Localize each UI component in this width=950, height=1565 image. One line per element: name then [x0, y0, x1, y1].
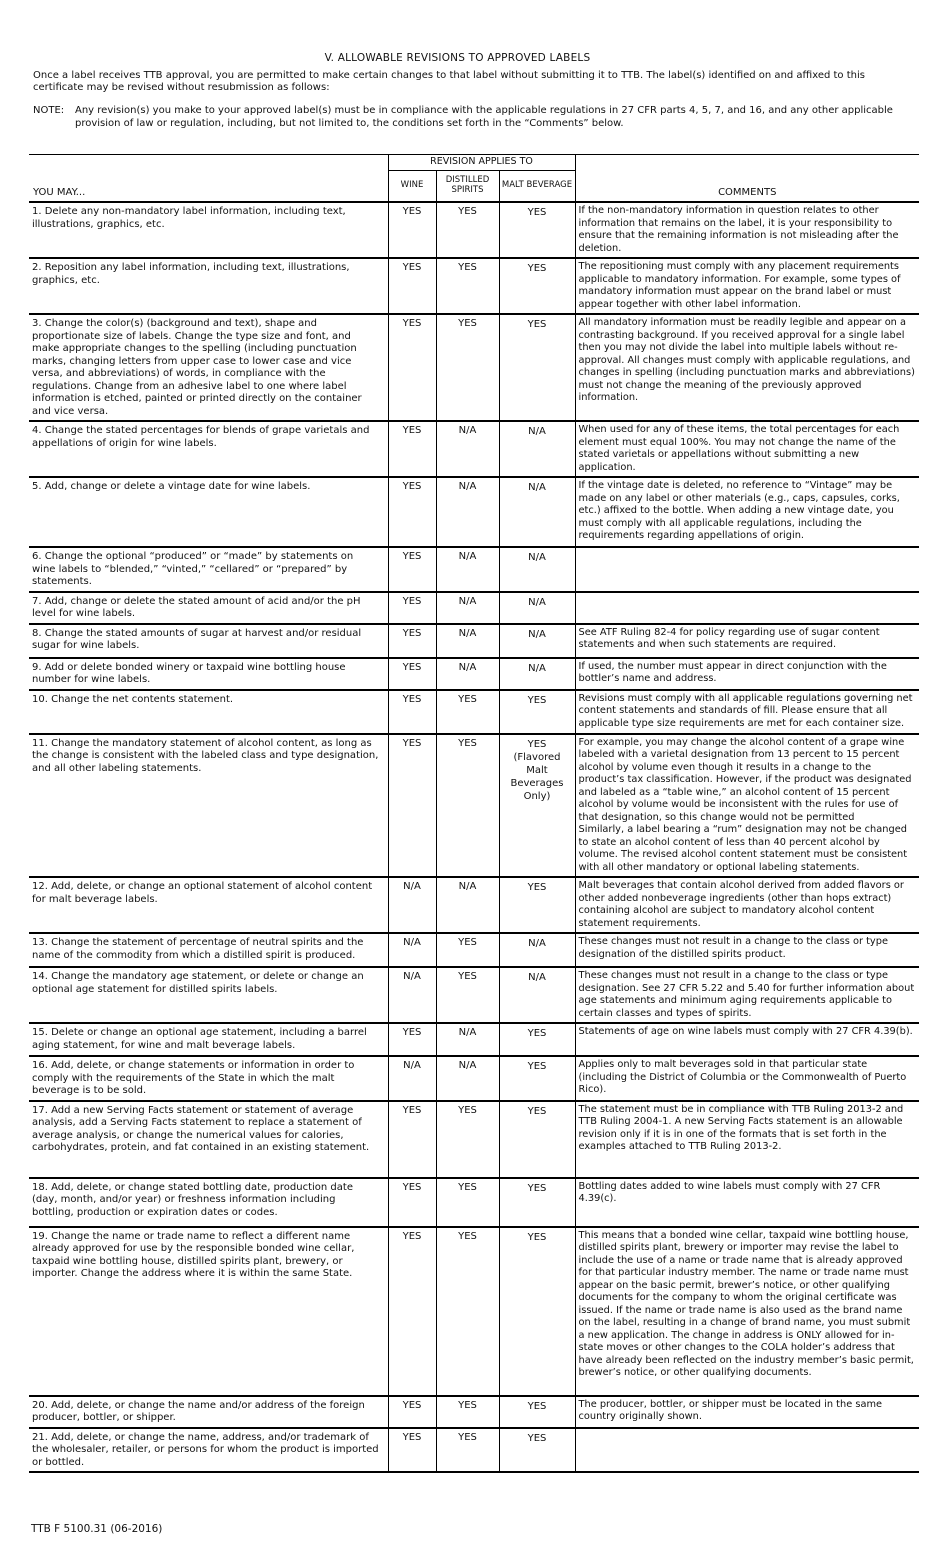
row-distilled: N/A [436, 421, 499, 477]
row-wine: YES [388, 258, 436, 314]
row-malt: N/A [499, 421, 575, 477]
row-number: 12. [32, 881, 48, 892]
row-comment: These changes must not result in a change to the class or type designation. See 27 CFR 5.22 and 5.40 for further information about age statements and minimum aging requirements applicable to certain classes and types of spirits. [575, 967, 919, 1023]
row-malt: N/A [499, 658, 575, 690]
row-distilled: N/A [436, 592, 499, 624]
row-distilled: YES [436, 1428, 499, 1473]
row-wine: YES [388, 1227, 436, 1396]
row-number: 8. [32, 627, 42, 639]
row-item [29, 1178, 388, 1227]
table-row [29, 202, 919, 258]
row-distilled: YES [436, 933, 499, 967]
row-item [29, 1428, 388, 1473]
row-text: Change the stated amounts of sugar at harvest and/or residual sugar for wine labels. [32, 627, 362, 651]
row-number: 16. [32, 1060, 48, 1071]
row-malt: N/A [499, 477, 575, 547]
row-number: 1. [32, 206, 42, 217]
table-row [29, 734, 919, 878]
row-malt: N/A [499, 933, 575, 967]
row-item [29, 547, 388, 592]
row-wine: YES [388, 734, 436, 878]
revision-applies-header: REVISION APPLIES TO [388, 155, 575, 171]
row-comment: The producer, bottler, or shipper must be located in the same country originally shown. [575, 1396, 919, 1428]
row-wine: YES [388, 592, 436, 624]
row-malt: N/A [499, 547, 575, 592]
table-row [29, 258, 919, 314]
row-malt: N/A [499, 967, 575, 1023]
row-malt: YES [499, 1396, 575, 1428]
row-number: 14. [32, 971, 48, 982]
table-row [29, 877, 919, 933]
row-wine: N/A [388, 1056, 436, 1101]
table-row [29, 1396, 919, 1428]
row-comment: Bottling dates added to wine labels must comply with 27 CFR 4.39(c). [575, 1178, 919, 1227]
row-number: 11. [32, 737, 48, 749]
note-line-1: Any revision(s) you make to your approved label(s) must be in compliance with the applicable regulations in 27 CFR parts 4, 5, 7, and 16, and any other applicable [75, 105, 893, 116]
row-text: Add or delete bonded winery or taxpaid wine bottling house number for wine labels. [32, 661, 346, 685]
row-number: 5. [32, 481, 42, 492]
row-text: Change the stated percentages for blends of grape varietals and appellations of origin for wine labels. [32, 425, 370, 449]
row-text: Add a new Serving Facts statement or statement of average analysis, add a Serving Facts statement to replace a statement of average analysis, or change the numerical values for calories, carbohydrates, protein, and fat contained in an existing statement. [32, 1104, 370, 1153]
row-text: Delete any non-mandatory label information, including text, illustrations, graphics, etc. [32, 206, 346, 230]
row-wine: YES [388, 1428, 436, 1473]
row-number: 6. [32, 551, 42, 562]
table-row [29, 421, 919, 477]
table-row [29, 1023, 919, 1056]
row-comment: See ATF Ruling 82-4 for policy regarding use of sugar content statements and when such statements are required. [575, 624, 919, 658]
row-wine: YES [388, 1178, 436, 1227]
row-text: Add, change or delete a vintage date for wine labels. [44, 481, 311, 492]
row-wine: N/A [388, 967, 436, 1023]
row-comment: Applies only to malt beverages sold in that particular state (including the District of Columbia or the Commonwealth of Puerto Rico). [575, 1056, 919, 1101]
col-wine-header: WINE [388, 171, 436, 203]
table-row [29, 1056, 919, 1101]
row-text: Add, delete, or change the name and/or address of the foreign producer, bottler, or shipper. [32, 1399, 365, 1423]
row-comment: All mandatory information must be readily legible and appear on a contrasting background. If you received approval for a single label then you may not divide the label into multiple labels without re-approval. All changes must comply with applicable regulations, and changes in spelling (including punctuation marks and abbreviations) must not change the meaning of the previously approved information. [575, 314, 919, 421]
row-number: 19. [32, 1230, 48, 1242]
row-malt: YES [499, 258, 575, 314]
row-text: Change the statement of percentage of neutral spirits and the name of the commodity from which a distilled spirit is produced. [32, 937, 364, 961]
revisions-table [29, 154, 919, 1473]
row-number: 18. [32, 1181, 48, 1193]
row-number: 9. [32, 661, 42, 673]
row-comment: This means that a bonded wine cellar, taxpaid wine bottling house, distilled spirits plant, brewery or importer may revise the label to include the use of a name or trade name that is already approved for that particular industry member. The name or trade name must appear on the basic permit, brewer’s notice, or other qualifying documents for the company to whom the original certificate was issued. If the name or trade name is also used as the brand name on the label, resulting in a change of brand name, you must submit a new application. The change in address is ONLY allowed for in-state moves or other changes to the COLA holder’s address that have already been reflected on the industry member’s basic permit, brewer’s notice, or other qualifying documents. [575, 1227, 919, 1396]
row-item [29, 1227, 388, 1396]
table-row [29, 658, 919, 690]
table-row [29, 1101, 919, 1178]
row-item [29, 1396, 388, 1428]
row-item [29, 877, 388, 933]
row-item [29, 658, 388, 690]
row-item [29, 592, 388, 624]
row-malt: YES [499, 1178, 575, 1227]
row-text: Add, delete, or change an optional statement of alcohol content for malt beverage labels. [32, 881, 373, 905]
row-item [29, 477, 388, 547]
table-row [29, 592, 919, 624]
row-item [29, 624, 388, 658]
row-number: 20. [32, 1399, 48, 1411]
row-comment: The statement must be in compliance with TTB Ruling 2013-2 and TTB Ruling 2004-1. A new Serving Facts statement is an allowable revision only if it is in one of the formats that is set forth in the examples attached to TTB Ruling 2013-2. [575, 1101, 919, 1178]
page-title: V. ALLOWABLE REVISIONS TO APPROVED LABELS [324, 52, 591, 64]
row-item [29, 1056, 388, 1101]
row-distilled: YES [436, 1396, 499, 1428]
row-number: 4. [32, 425, 42, 436]
row-comment [575, 592, 919, 624]
row-wine: N/A [388, 877, 436, 933]
table-row [29, 967, 919, 1023]
row-comment: For example, you may change the alcohol content of a grape wine labeled with a varietal designation from 13 percent to 15 percent alcohol by volume even though it results in a change to the product’s tax classification. However, if the product was designated and labeled as a “table wine,” an alcohol content of 15 percent alcohol by volume would be inconsistent with the rules for use of that designation, so this change would not be permitted Similarly, a label bearing a “rum” designation may not be changed to state an alcohol content of less than 40 percent alcohol by volume. The revised alcohol content statement must be consistent with all other mandatory or optional labeling statements. [575, 734, 919, 878]
row-wine: YES [388, 477, 436, 547]
row-malt: YES (Flavored Malt Beverages Only) [499, 734, 575, 878]
row-number: 21. [32, 1431, 48, 1443]
row-malt: YES [499, 1101, 575, 1178]
comments-header: COMMENTS [575, 155, 919, 203]
row-item [29, 1023, 388, 1056]
row-distilled: YES [436, 1101, 499, 1178]
row-wine: YES [388, 1023, 436, 1056]
row-item [29, 933, 388, 967]
table-row [29, 547, 919, 592]
row-distilled: YES [436, 967, 499, 1023]
row-text: Add, delete, or change statements or information in order to comply with the requirements of the State in which the malt beverage is to be sold. [32, 1060, 355, 1096]
row-distilled: YES [436, 690, 499, 734]
row-wine: YES [388, 624, 436, 658]
row-wine: YES [388, 690, 436, 734]
row-wine: YES [388, 658, 436, 690]
row-distilled: YES [436, 202, 499, 258]
row-comment: These changes must not result in a change to the class or type designation of the distilled spirits product. [575, 933, 919, 967]
row-text: Change the optional “produced” or “made” by statements on wine labels to “blended,” “vinted,” “cellared” or “prepared” by statements. [32, 551, 354, 587]
row-malt: N/A [499, 624, 575, 658]
row-malt: YES [499, 1023, 575, 1056]
table-row [29, 477, 919, 547]
row-item [29, 967, 388, 1023]
row-distilled: N/A [436, 624, 499, 658]
row-comment: If the vintage date is deleted, no reference to “Vintage” may be made on any label or other materials (e.g., caps, capsules, corks, etc.) affixed to the bottle. When adding a new vintage date, you must comply with all applicable regulations, including the requirements regarding appellations of origin. [575, 477, 919, 547]
row-wine: N/A [388, 933, 436, 967]
row-wine: YES [388, 547, 436, 592]
row-comment: Malt beverages that contain alcohol derived from added flavors or other added nonbeverage ingredients (other than hops extract) containing alcohol are subject to mandatory alcohol content statement requirements. [575, 877, 919, 933]
row-item [29, 1101, 388, 1178]
row-wine: YES [388, 421, 436, 477]
row-text: Add, change or delete the stated amount of acid and/or the pH level for wine labels. [32, 595, 361, 619]
row-item [29, 202, 388, 258]
row-distilled: N/A [436, 658, 499, 690]
row-item [29, 314, 388, 421]
col-distilled-header: DISTILLED SPIRITS [436, 171, 499, 203]
row-distilled: YES [436, 314, 499, 421]
row-text: Change the mandatory statement of alcohol content, as long as the change is consistent with the labeled class and type designation, and all other labeling statements. [32, 737, 379, 774]
row-distilled: YES [436, 734, 499, 878]
row-wine: YES [388, 314, 436, 421]
row-text: Change the net contents statement. [51, 693, 234, 705]
intro-paragraph: Once a label receives TTB approval, you are permitted to make certain changes to that label without submitting it to TTB. The label(s) identified on and affixed to this certificate may be revised without resubmission as follows: [33, 70, 865, 93]
row-distilled: N/A [436, 877, 499, 933]
row-distilled: N/A [436, 1056, 499, 1101]
row-number: 17. [32, 1104, 48, 1116]
row-comment [575, 1428, 919, 1473]
table-row [29, 624, 919, 658]
form-number: TTB F 5100.31 (06-2016) [31, 1523, 163, 1535]
col-malt-header: MALT BEVERAGE [499, 171, 575, 203]
row-text: Change the name or trade name to reflect a different name already approved for use by the responsible bonded wine cellar, taxpaid wine bottling house, distilled spirits plant, brewery, or importer. Change the address where it is within the same State. [32, 1230, 355, 1279]
note-paragraph [33, 104, 913, 130]
row-text: Change the mandatory age statement, or delete or change an optional age statement for distilled spirits labels. [32, 971, 364, 995]
row-item [29, 421, 388, 477]
row-malt: YES [499, 314, 575, 421]
table-row [29, 1428, 919, 1473]
row-distilled: YES [436, 1227, 499, 1396]
row-malt: YES [499, 877, 575, 933]
row-number: 3. [32, 318, 42, 329]
row-text: Add, delete, or change stated bottling date, production date (day, month, and/or year) or freshness information including bottling, production or expiration dates or codes. [32, 1181, 353, 1218]
row-malt: YES [499, 1227, 575, 1396]
row-number: 2. [32, 262, 42, 273]
row-comment: Revisions must comply with all applicable regulations governing net content statements and standards of fill. Please ensure that all applicable type size requirements are met for each container size. [575, 690, 919, 734]
row-distilled: YES [436, 258, 499, 314]
row-comment: When used for any of these items, the total percentages for each element must equal 100%. You may not change the name of the stated varietals or appellations without submitting a new application. [575, 421, 919, 477]
row-distilled: YES [436, 1178, 499, 1227]
row-item [29, 258, 388, 314]
row-comment [575, 547, 919, 592]
row-malt: N/A [499, 592, 575, 624]
row-wine: YES [388, 1101, 436, 1178]
row-comment: Statements of age on wine labels must comply with 27 CFR 4.39(b). [575, 1023, 919, 1056]
row-item [29, 734, 388, 878]
table-row [29, 314, 919, 421]
row-distilled: N/A [436, 547, 499, 592]
row-malt: YES [499, 1056, 575, 1101]
row-text: Reposition any label information, including text, illustrations, graphics, etc. [32, 262, 350, 286]
row-item [29, 690, 388, 734]
row-comment: If used, the number must appear in direct conjunction with the bottler’s name and address. [575, 658, 919, 690]
note-line-2: provision of law or regulation, including, but not limited to, the conditions set forth in the “Comments” below. [75, 118, 624, 129]
row-malt: YES [499, 202, 575, 258]
table-row [29, 933, 919, 967]
row-number: 15. [32, 1027, 48, 1038]
row-distilled: N/A [436, 1023, 499, 1056]
you-may-header: YOU MAY... [29, 155, 388, 203]
row-wine: YES [388, 202, 436, 258]
row-comment: The repositioning must comply with any placement requirements applicable to mandatory information. For example, some types of mandatory information must appear on the brand label or must appear together with other label information. [575, 258, 919, 314]
row-wine: YES [388, 1396, 436, 1428]
row-number: 7. [32, 595, 42, 607]
row-malt: YES [499, 1428, 575, 1473]
row-number: 10. [32, 693, 48, 705]
table-row [29, 1178, 919, 1227]
row-distilled: N/A [436, 477, 499, 547]
row-text: Change the color(s) (background and text), shape and proportionate size of labels. Change the type size and font, and make appropriate changes to the spelling (including punctuation marks, changing letters from upper case to lower case and vice versa, and abbreviations) of words, in compliance with the regulations. Change from an adhesive label to one where label information is etched, painted or printed directly on the container and vice versa. [32, 318, 362, 417]
row-comment: If the non-mandatory information in question relates to other information that remains on the label, it is your responsibility to ensure that the remaining information is not misleading after the deletion. [575, 202, 919, 258]
table-row [29, 1227, 919, 1396]
note-label: NOTE: [33, 105, 65, 116]
table-row [29, 690, 919, 734]
row-text: Delete or change an optional age statement, including a barrel aging statement, for wine and malt beverage labels. [32, 1027, 367, 1051]
row-malt: YES [499, 690, 575, 734]
row-number: 13. [32, 937, 48, 948]
row-text: Add, delete, or change the name, address, and/or trademark of the wholesaler, retailer, or persons for whom the product is imported or bottled. [32, 1431, 379, 1468]
